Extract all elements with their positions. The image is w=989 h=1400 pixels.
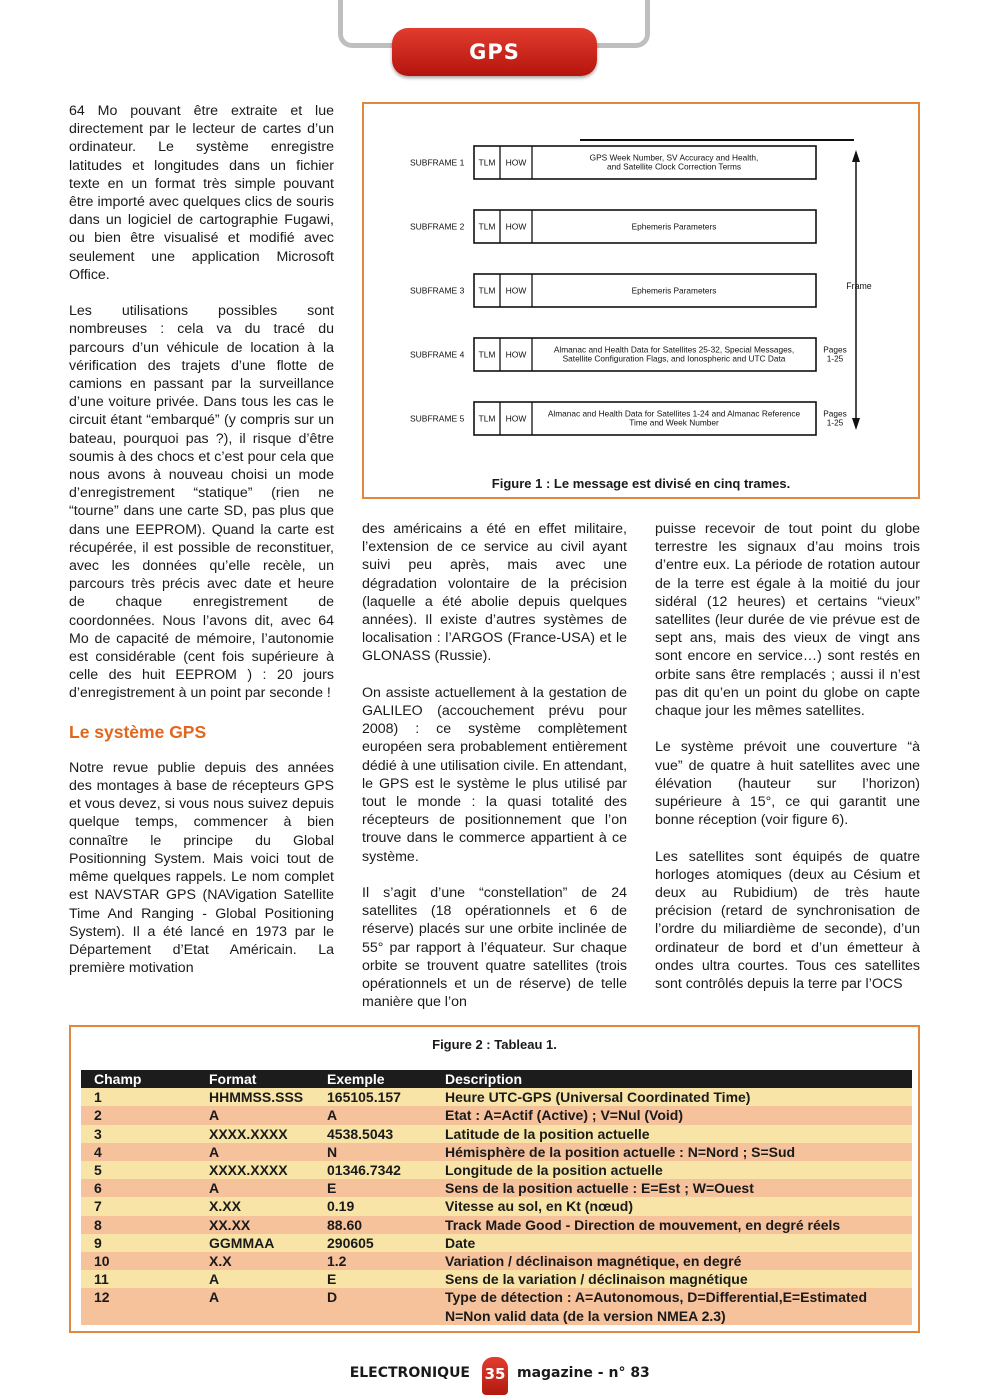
table-cell: E — [327, 1271, 337, 1288]
magazine-name: ELECTRONIQUE — [349, 1365, 470, 1381]
table-cell: Longitude de la position actuelle — [445, 1162, 663, 1179]
table-cell: X.X — [209, 1253, 232, 1270]
column-header: Exemple — [327, 1071, 385, 1087]
frame-arrow-head-down — [852, 418, 860, 430]
table-cell: 165105.157 — [327, 1089, 401, 1106]
table-cell: 88.60 — [327, 1216, 363, 1233]
how-label: HOW — [505, 413, 527, 424]
subframe-label: SUBFRAME 5 — [410, 413, 465, 424]
table-cell: Sens de la position actuelle : E=Est ; W=Ouest — [445, 1180, 754, 1197]
subframe-content: Almanac and Health Data for Satellites 25-32, Special Messages, — [553, 344, 795, 355]
paragraph: On assiste actuellement à la gestation de GALILEO (accouchement prévu pour 2008) : ce système complètement européen sera probablement entièrement dédié à une utilisation civile. En attendant, le GPS est le système le plus utilisé par tout le monde : la quasi totalité des récepteurs de positionnement que l’on trouve dans le commerce appartient à ce système. — [362, 684, 628, 865]
table-cell: 3 — [94, 1125, 102, 1142]
table-cell: Etat : A=Actif (Active) ; V=Nul (Void) — [445, 1107, 684, 1124]
table-cell: Track Made Good - Direction de mouvement, en degré réels — [445, 1216, 841, 1233]
table-cell: N — [327, 1143, 338, 1160]
table-row — [81, 1125, 912, 1143]
frame-label: Frame — [846, 281, 872, 291]
text-column-1 — [69, 102, 334, 977]
paragraph: Les satellites sont équipés de quatre horloges atomiques (deux au Césium et deux au Rubidium) de très haute précision (retard de synchronisation de l’ordre du miliardième de seconde), d’un ordinateur de bord et d’un émetteur à ondes ultra courtes. Tous ces satellites sont contrôlés depuis la terre par l’OCS — [655, 848, 920, 993]
table-row — [81, 1179, 912, 1197]
table-cell: 7 — [94, 1198, 102, 1215]
tlm-label: TLM — [478, 413, 496, 424]
table-row — [81, 1161, 912, 1179]
subframe-content: Almanac and Health Data for Satellites 1-24 and Almanac Reference — [547, 408, 801, 419]
table-cell: Latitude de la position actuelle — [445, 1125, 650, 1142]
table-row — [81, 1088, 912, 1106]
subframe-content: Ephemeris Parameters — [631, 285, 717, 296]
text-column-2 — [362, 520, 627, 1011]
paragraph: 64 Mo pouvant être extraite et lue directement par le lecteur de cartes d’un ordinateur. Le système enregistre latitudes et longitudes dans un fichier texte en un format très simple pouvant être importé avec quelques clics de souris dans un logiciel de cartographie Fugawi, ou bien être visualisé et modifié avec seulement une application Microsoft Office. — [69, 103, 334, 283]
table-row — [81, 1252, 912, 1270]
subframe-label: SUBFRAME 3 — [410, 285, 465, 296]
tlm-label: TLM — [478, 157, 496, 168]
table-cell: 11 — [94, 1271, 109, 1288]
table-cell: 5 — [94, 1162, 102, 1179]
table-cell: Sens de la variation / déclinaison magnétique — [445, 1271, 748, 1288]
table-cell: 8 — [94, 1216, 102, 1233]
column-header: Champ — [94, 1071, 142, 1087]
table-row — [81, 1143, 912, 1161]
table-cell: 1 — [94, 1089, 102, 1106]
table-row — [81, 1216, 912, 1234]
paragraph: Notre revue publie depuis des années des montages à base de récepteurs GPS et vous devez, si vous nous suivez depuis quelque temps, commencer à bien connaître le principe du Global Positionning System. Mais voici tout de même quelques rappels. Le nom complet est NAVSTAR GPS (NAVigation Satellite Time And Ranging - Global Positioning System). Il a été lancé en 1973 par le Département d’Etat Américain. La première motivation — [69, 759, 334, 977]
subframe-diagram — [364, 104, 918, 497]
table-cell: XXXX.XXXX — [209, 1125, 288, 1142]
table-row — [81, 1270, 912, 1288]
subframe-content: Time and Week Number — [629, 417, 719, 428]
tlm-label: TLM — [478, 285, 496, 296]
pages-label: 1-25 — [826, 353, 844, 364]
subframe-content: and Satellite Clock Correction Terms — [606, 161, 742, 172]
table-cell: Heure UTC-GPS (Universal Coordinated Time) — [445, 1089, 751, 1106]
section-badge: GPS — [392, 28, 597, 76]
table-cell: E — [327, 1180, 337, 1197]
frame-arrow-head-up — [852, 150, 860, 162]
subframe-content: GPS Week Number, SV Accuracy and Health, — [589, 152, 759, 163]
section-heading: Le système GPS — [69, 721, 207, 742]
table-cell: 0.19 — [327, 1198, 355, 1215]
how-label: HOW — [505, 285, 527, 296]
table-row — [81, 1106, 912, 1124]
table-cell: A — [209, 1271, 220, 1288]
table-cell: A — [209, 1107, 220, 1124]
paragraph: Les utilisations possibles sont nombreuses : cela va du tracé du parcours d’un véhicule de location à la vérification des trajets d’une flotte de camions en passant par la surveillance d’une voiture privée. Dans tous les cas le circuit étant “embarqué” (y compris sur un bateau, pourquoi pas ?), il risque d’être soumis à des chocs et c’est pour cela que nous avons à nouveau choisi un mode d’enregistrement “statique” (rien ne “tourne” dans une carte SD, pas plus que dans une EEPROM). Quand la carte est récupérée, il est possible de reconstituer, avec les données qu’elle recèle, un parcours très précis avec date et heure de chaque enregistrement de coordonnées. Nous l’avons dit, avec 64 Mo de capacité de mémoire, l’autonomie est considérable (cent fois supérieure à celle des huit EEPROM ) : 20 jours d’enregistrement à un point par seconde ! — [69, 303, 334, 702]
table-cell: A — [209, 1289, 220, 1306]
how-label: HOW — [505, 349, 527, 360]
pages-label: Pages — [823, 408, 847, 419]
paragraph: puisse recevoir de tout point du globe terrestre les signaux d’au moins trois d’entre eux. La période de rotation autour de la terre est égale à la moitié du jour sidéral (12 heures) et certains “vieux” satellites (leur durée de vie prévue est de sept ans, mais des vieux de vingt ans sont encore en service…) sont restés en orbite sans être remplacés ; aussi il n’est pas dit qu’en un point du globe on capte chaque jour les mêmes satellites. — [655, 521, 920, 720]
paragraph: Il s’agit d’une “constellation” de 24 satellites (18 opérationnels et 6 de réserve) placés sur une orbite inclinée de 55° par rapport à l’équateur. Sur chaque orbite se trouvent quatre satellites (trois opérationnels et un de réserve) de telle manière que l’on — [362, 885, 627, 1011]
page-number: 35 — [482, 1357, 508, 1395]
how-label: HOW — [505, 157, 527, 168]
nmea-table — [81, 1070, 912, 1325]
figure-1-caption: Figure 1 : Le message est divisé en cinq trames. — [491, 476, 791, 491]
table-cell: 9 — [94, 1234, 102, 1251]
table-cell: 1.2 — [327, 1253, 347, 1270]
subframe-content: Satellite Configuration Flags, and Ionospheric and UTC Data — [562, 353, 786, 364]
table-cell: Type de détection : A=Autonomous, D=Differential,E=Estimated N=Non valid data (de la version NMEA 2.3) — [445, 1289, 868, 1324]
table-cell: 10 — [94, 1253, 110, 1270]
table-cell: 12 — [94, 1289, 110, 1306]
magazine-issue: magazine - n° 83 — [517, 1365, 650, 1381]
column-header: Format — [209, 1071, 257, 1087]
figure-1 — [362, 102, 920, 499]
table-row — [81, 1197, 912, 1215]
table-cell: A — [209, 1180, 220, 1197]
table-cell: 6 — [94, 1180, 102, 1197]
paragraph: des américains a été en effet militaire, l’extension de ce service au civil ayant suivi peu après, mais avec une dégradation volontaire de la précision (laquelle a été abolie depuis quelques années). Il existe d’autres systèmes de localisation : l’ARGOS (France-USA) et le GLONASS (Russie). — [362, 521, 627, 665]
text-column-3 — [655, 520, 920, 993]
paragraph: Le système prévoit une couverture “à vue” de quatre à huit satellites avec une élévation (hauteur sur l’horizon) supérieure à 15°, ce qui garantit une bonne réception (voir figure 6). — [655, 739, 920, 829]
table-cell: Variation / déclinaison magnétique, en degré — [445, 1253, 742, 1270]
table-cell: Vitesse au sol, en Kt (nœud) — [445, 1198, 633, 1215]
figure-2 — [69, 1025, 920, 1333]
table-cell: HHMMSS.SSS — [209, 1089, 304, 1106]
table-cell: A — [209, 1143, 220, 1160]
pages-label: Pages — [823, 344, 847, 355]
page-footer — [0, 1360, 989, 1390]
table-cell: 01346.7342 — [327, 1162, 401, 1179]
table-cell: X.XX — [209, 1198, 241, 1215]
table-header-row — [81, 1070, 912, 1088]
table-row — [81, 1288, 912, 1324]
table-cell: 4 — [94, 1143, 102, 1160]
subframe-label: SUBFRAME 2 — [410, 221, 465, 232]
table-cell: Date — [445, 1234, 476, 1251]
table-row — [81, 1234, 912, 1252]
tlm-label: TLM — [478, 349, 496, 360]
table-cell: A — [327, 1107, 338, 1124]
table-cell: 290605 — [327, 1234, 374, 1251]
tlm-label: TLM — [478, 221, 496, 232]
table-cell: Hémisphère de la position actuelle : N=Nord ; S=Sud — [445, 1143, 796, 1160]
figure-2-caption: Figure 2 : Tableau 1. — [432, 1037, 557, 1052]
table-cell: XXXX.XXXX — [209, 1162, 288, 1179]
subframe-label: SUBFRAME 4 — [410, 349, 465, 360]
column-header: Description — [445, 1071, 523, 1087]
table-cell: 2 — [94, 1107, 102, 1124]
table-cell: D — [327, 1289, 338, 1306]
pages-label: 1-25 — [826, 417, 844, 428]
subframe-content: Ephemeris Parameters — [631, 221, 717, 232]
table-cell: GGMMAA — [209, 1234, 275, 1251]
how-label: HOW — [505, 221, 527, 232]
table-cell: 4538.5043 — [327, 1125, 394, 1142]
table-cell: XX.XX — [209, 1216, 251, 1233]
subframe-label: SUBFRAME 1 — [410, 157, 465, 168]
